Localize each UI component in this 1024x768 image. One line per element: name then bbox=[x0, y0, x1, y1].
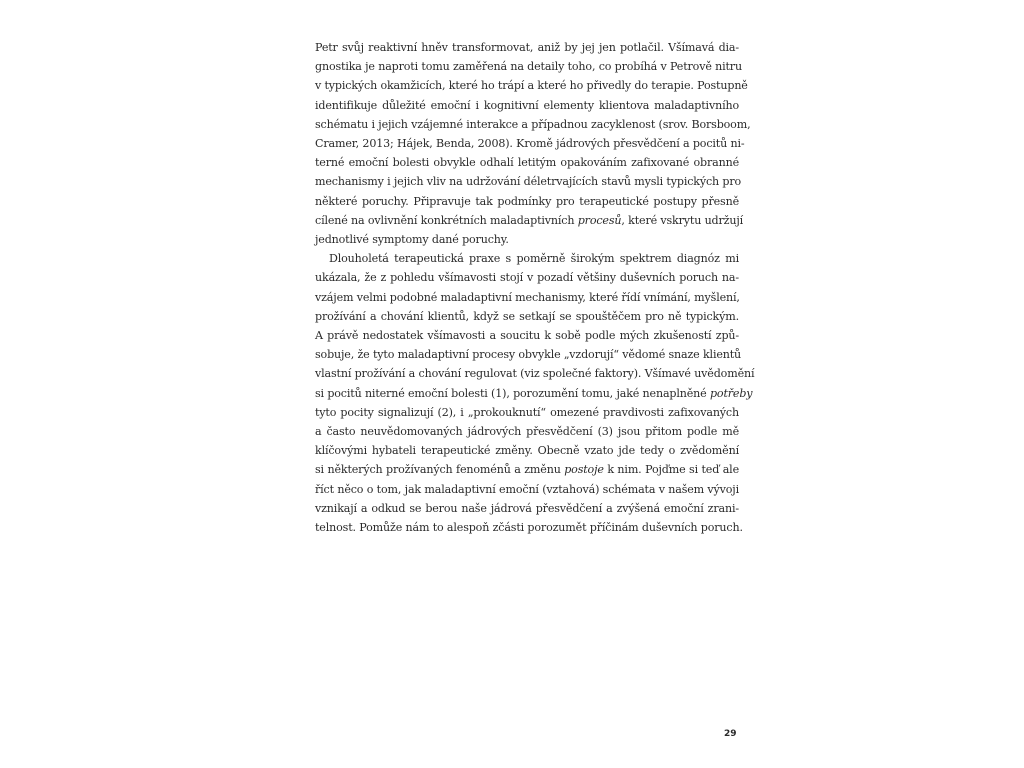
text-line: ukázala, že z pohledu všímavosti stojí v pozadí většiny duševních poruch na- bbox=[315, 271, 739, 285]
italic-term: postoje bbox=[564, 463, 604, 477]
text-line: vznikají a odkud se berou naše jádrová přesvědčení a zvýšená emoční zrani- bbox=[315, 501, 739, 515]
page-number: 29 bbox=[724, 729, 737, 739]
text-line: prožívání a chování klientů, když se setkají se spouštěčem pro ně typickým. bbox=[315, 309, 739, 323]
text-line: Petr svůj reaktivní hněv transformovat, aniž by jej jen potlačil. Všímavá dia- bbox=[315, 41, 739, 54]
body-text bbox=[315, 38, 755, 537]
text-line: A právě nedostatek všímavosti a soucitu k sobě podle mých zkušeností způ- bbox=[315, 329, 739, 343]
text-line: tyto pocity signalizují (2), i „prokouknutí“ omezené pravdivosti zafixovaných bbox=[315, 405, 739, 419]
text-line: a často neuvědomovaných jádrových přesvědčení (3) jsou přitom podle mě bbox=[315, 425, 739, 439]
text-line: sobuje, že tyto maladaptivní procesy obvykle „vzdorují“ vědomé snaze klientů bbox=[315, 348, 742, 362]
text-line: mechanismy i jejich vliv na udržování déletrvajících stavů mysli typických pro bbox=[315, 175, 742, 189]
text-line: telnost. Pomůže nám to alespoň zčásti porozumět příčinám duševních poruch. bbox=[315, 521, 743, 535]
text-line: gnostika je naproti tomu zaměřená na detaily toho, co probíhá v Petrově nitru bbox=[315, 60, 742, 74]
text-line: říct něco o tom, jak maladaptivní emoční (vztahová) schémata v našem vývoji bbox=[315, 482, 739, 496]
text-line: cílené na ovlivnění konkrétních maladaptivních procesů, které vskrytu udržují bbox=[315, 213, 744, 227]
text-line: si pocitů niterné emoční bolesti (1), porozumění tomu, jaké nenaplněné potřeby bbox=[315, 386, 753, 400]
text-line: klíčovými hybateli terapeutické změny. Obecně vzato jde tedy o zvědomění bbox=[315, 444, 739, 458]
text-line: Dlouholetá terapeutická praxe s poměrně širokým spektrem diagnóz mi bbox=[329, 252, 739, 266]
text-line: si některých prožívaných fenoménů a změnu postoje k nim. Pojďme si teď ale bbox=[315, 463, 739, 477]
text-line: terné emoční bolesti obvykle odhalí letitým opakováním zafixované obranné bbox=[315, 156, 739, 170]
text-line: vzájem velmi podobné maladaptivní mechanismy, které řídí vnímání, myšlení, bbox=[315, 290, 740, 304]
italic-term: procesů bbox=[577, 213, 622, 227]
text-line: v typických okamžicích, které ho trápí a které ho přivedly do terapie. Postupně bbox=[315, 79, 748, 93]
italic-term: potřeby bbox=[709, 386, 753, 400]
text-line: identifikuje důležité emoční i kognitivní elementy klientova maladaptivního bbox=[315, 98, 739, 112]
text-line: jednotlivé symptomy dané poruchy. bbox=[315, 233, 509, 247]
text-line: schématu i jejich vzájemné interakce a případnou zacyklenost (srov. Borsboom, bbox=[315, 117, 751, 131]
text-line: některé poruchy. Připravuje tak podmínky pro terapeutické postupy přesně bbox=[315, 194, 739, 208]
text-line: Cramer, 2013; Hájek, Benda, 2008). Kromě jádrových přesvědčení a pocitů ni- bbox=[315, 137, 745, 151]
text-line: vlastní prožívání a chování regulovat (viz společné faktory). Všímavé uvědomění bbox=[315, 367, 755, 381]
paragraph-1 bbox=[315, 38, 751, 249]
paragraph-2 bbox=[315, 249, 755, 537]
